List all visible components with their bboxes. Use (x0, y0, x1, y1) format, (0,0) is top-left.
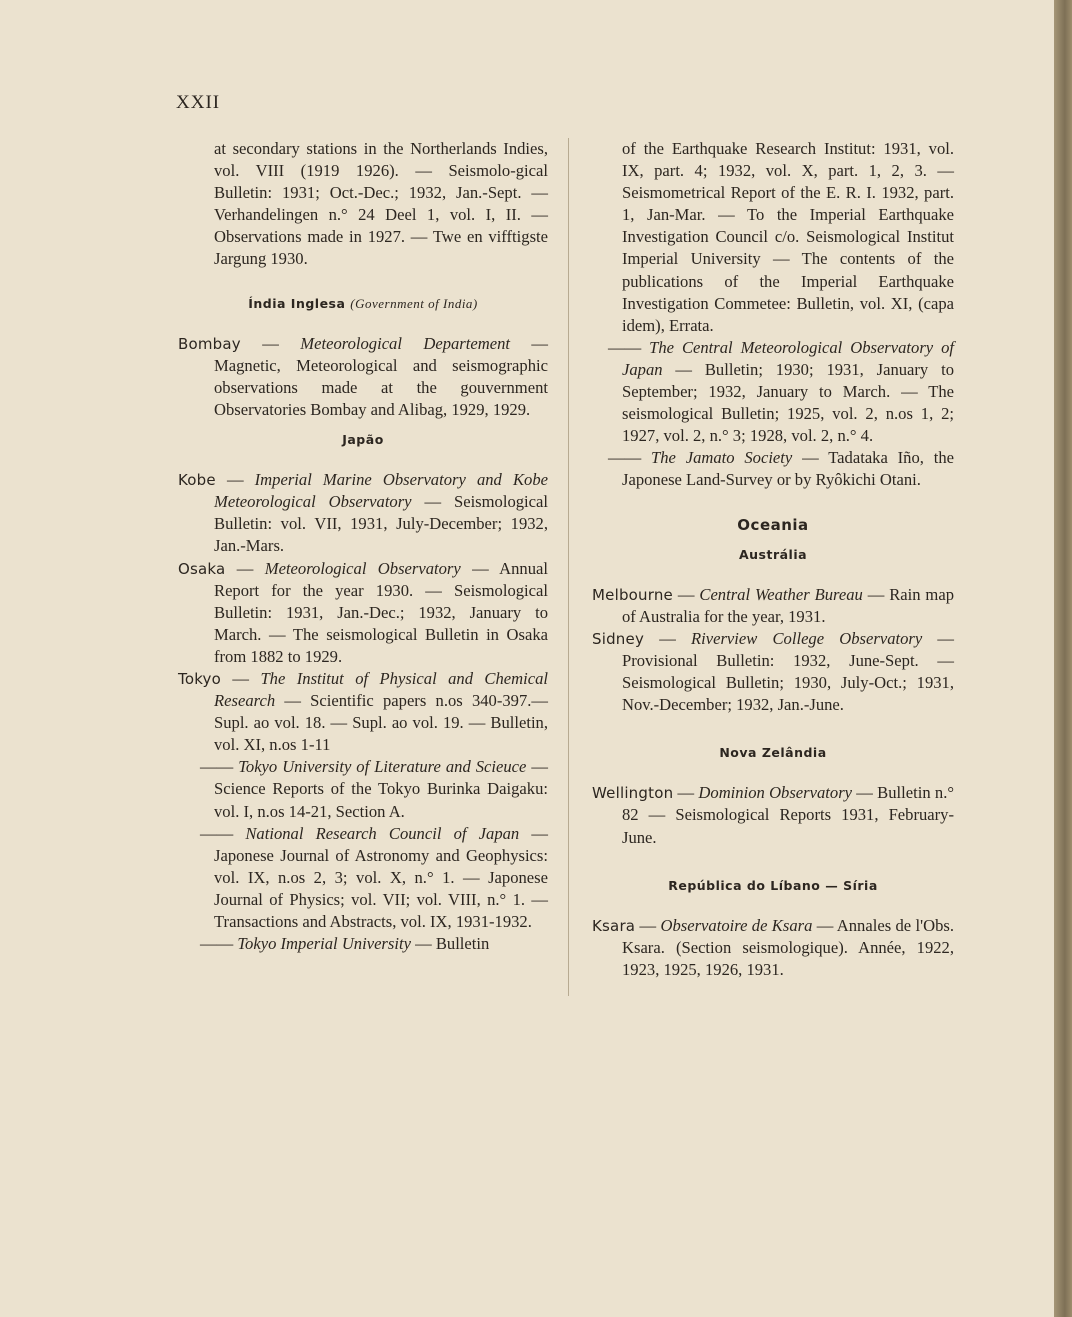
entry-osaka: Osaka — Meteorological Observatory — Annual Report for the year 1930. — Seismological Bulletin: 1931, Jan.-Dec.; 1932, January to March. — The seismological Bulletin in Osaka from 1882 to 1929. (178, 558, 548, 666)
left-column (178, 138, 548, 955)
entry-ksara: Ksara — Observatoire de Ksara — Annales de l'Obs. Ksara. (Section seismologique). Année, 1922, 1923, 1925, 1926, 1931. (592, 915, 955, 979)
book-spine-edge (1054, 0, 1072, 1317)
entry-sidney: Sidney — Riverview College Observatory — Provisional Bulletin: 1932, June-Sept. — Seismological Bulletin; 1930, July-Oct.; 1931, Nov.-December; 1932, Jan.-June. (592, 628, 954, 715)
column-divider (568, 138, 569, 996)
section-heading-new-zealand: Nova Zelândia (719, 745, 827, 761)
section-heading-japan: Japão (342, 432, 384, 448)
entry-tokyo-university-literature: —— Tokyo University of Literature and Scieuce — Science Reports of the Tokyo Burinka Daigaku: vol. I, n.os 14-21, Section A. (200, 757, 549, 821)
section-heading-oceania: Oceania (737, 515, 809, 534)
entry-wellington: Wellington — Dominion Observatory — Bulletin n.° 82 — Seismological Reports 1931, February-June. (592, 783, 954, 847)
netherlands-continuation: at secondary stations in the Northerlands Indies, vol. VIII (1919 1926). — Seismolo-gical Bulletin: 1931; Oct.-Dec.; 1932, Jan.-Sept. — Verhandelingen n.° 24 Deel 1, vol. I, II. — Observations made in 1927. — Twe en vifftigste Jargung 1930. (214, 139, 548, 269)
entry-melbourne: Melbourne — Central Weather Bureau — Rain map of Australia for the year, 1931. (592, 584, 954, 626)
section-heading-lebanon-syria: República do Líbano — Síria (668, 877, 878, 893)
entry-jamato-society: —— The Jamato Society — Tadataka Iño, the Japonese Land-Survey or by Ryôkichi Otani. (608, 448, 955, 490)
tokyo-imperial-continuation: of the Earthquake Research Institut: 1931, vol. IX, part. 4; 1932, vol. X, part. 1, 2, 3. — Seismometrical Report of the E. R. I. 1932, part. 1, Jan-Mar. — To the Imperial Earthquake Investigation Council c/o. Seismological Institut Imperial University — The contents of the publications of the Imperial Earthquake Investigation Commetee: Bulletin, vol. XI, (capa idem), Errata. (622, 139, 954, 335)
entry-tokyo-imperial-university: —— Tokyo Imperial University — Bulletin (200, 934, 490, 954)
page-number: XXII (176, 92, 221, 113)
right-column (592, 138, 954, 981)
section-heading-india: Índia Inglesa (Government of India) (248, 295, 478, 311)
entry-bombay: Bombay — Meteorological Departement — Magnetic, Meteorological and seismographic observations made at the gouvernment Observatories Bombay and Alibag, 1929, 1929. (178, 333, 548, 419)
entry-national-research-council: —— National Research Council of Japan — Japonese Journal of Astronomy and Geophysics: vol. IX, n.os 2, 3; vol. X, n.° 1. — Japonese Journal of Physics; vol. VII; vol. VIII, n.° 1. — Transactions and Abstracts, vol. IX, 1931-1932. (200, 823, 548, 931)
entry-kobe: Kobe — Imperial Marine Observatory and Kobe Meteorological Observatory — Seismological Bulletin: vol. VII, 1931, July-December; 1932, Jan.-Mars. (178, 470, 548, 556)
section-heading-australia: Austrália (738, 546, 808, 562)
entry-central-meteorological-observatory: —— The Central Meteorological Observatory of Japan — Bulletin; 1930; 1931, January to September; 1932, January to March. — The seismological Bulletin; 1925, vol. 2, n.os 1, 2; 1927, vol. 2, n.° 3; 1928, vol. 2, n.° 4. (608, 337, 954, 446)
entry-tokyo: Tokyo — The Institut of Physical and Chemical Research — Scientific papers n.os 340-397.— Supl. ao vol. 18. — Supl. ao vol. 19. — Bulletin, vol. XI, n.os 1-11 (178, 668, 549, 755)
